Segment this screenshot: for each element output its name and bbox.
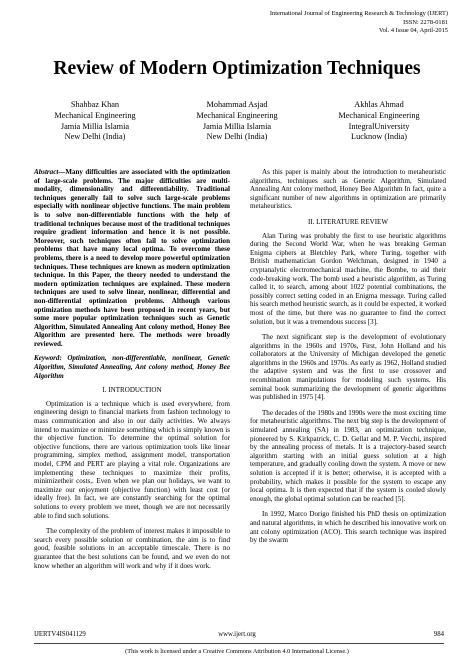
- page-number: 984: [433, 631, 444, 638]
- right-column: [250, 168, 446, 552]
- abstract: [34, 168, 230, 348]
- author-dept: Mechanical Engineering: [54, 110, 136, 120]
- literature-paragraph-3: The decades of the 1980s and 1990s were the most exciting time for metaheuristic algorithms. The next big step is the development of simulated annealing (SA) in 1983, an optimization technique, pioneered by S. Kirkpatrick, C. D. Gellat and M. P. Vecchi, inspired by the annealing process of metals. It is a trajectory-based search algorithm starting with an initial guess solution at a high temperature, and gradually cooling down the system. A move or new solution is accepted if it is better; otherwise, it is accepted with a probability, which makes it possible for the system to escape any local optima. It is then expected that if the system is cooled slowly enough, the global optimal solution can be reached [5].: [250, 408, 446, 503]
- author-city: New Delhi (India): [64, 132, 126, 142]
- journal-volume: Vol. 4 Issue 04, April-2015: [378, 27, 448, 35]
- abstract-text: Many difficulties are associated with the optimization of large-scale problems. The major difficulties are multi-modality, dimensionality and differentiability. Traditional techniques generally fail to solve such large-scale problems especially with nonlinear objective functions. The main problem is to solve non-differentiable functions with the help of traditional techniques because most of the traditional techniques require gradient information and hence it is not possible. Moreover, such techniques often fail to solve optimization problems that have many local optima. To overcome these problems, there is a need to develop more powerful optimization techniques. These techniques are known as modern optimization technique. In this Paper, the theory needed to understand the modern optimization techniques are explained. These modern techniques are used to solve linear, nonlinear, differential and non-differential optimization problems. Although various optimization methods have been proposed in recent years, but some more popular optimization techniques such as Genetic Algorithm, Simulated Annealing Ant colony method, Honey Bee Algorithm are presented here. The methods were broadly reviewed.: [34, 168, 230, 348]
- intro-paragraph-2: The complexity of the problem of interest makes it impossible to search every possible solution or combination, the aim is to find good, feasible solutions in an acceptable timescale. There is no guarantee that the best solutions can be found, and we even do not know whether an algorithm will work and why if it does work.: [34, 527, 230, 570]
- author-inst: IntegralUniversity: [348, 121, 410, 131]
- journal-name: International Journal of Engineering Research & Technology (IJERT): [269, 10, 448, 17]
- author-3: [314, 100, 444, 143]
- intro-paragraph-1: Optimization is a technique which is used everywhere, from engineering design to financial markets from fashion technology to mass communication and also in our daily activities. We always intend to maximize or minimize something which is simply known is the objective function. To determine the optimal solution for objective functions, there are various optimization tools like linear programming, simplex method, assignment model, transportation model, CPM and PERT are playing a vital role. Organizations are implementing these techniques to maximize their profits, minimizetheir costs,. Even when we plan our holidays, we want to maximize our enjoyment (objective function) with least cost (or ideally free). In fact, we are constantly searching for the optimal solutions to every problem we meet, though we are not necessarily able to find such solutions.: [34, 399, 230, 520]
- keywords-label: Keyword:: [34, 354, 62, 363]
- abstract-label: Abstract—: [34, 168, 66, 176]
- journal-url[interactable]: www.ijert.org: [218, 631, 256, 638]
- keywords: [34, 354, 230, 380]
- keywords-text: Optimization, non-differentiable, nonlinear, Genetic Algorithm, Simulated Annealing, Ant colony method, Honey Bee Algorithm: [34, 354, 230, 380]
- author-dept: Mechanical Engineering: [338, 110, 420, 120]
- author-city: New Delhi (India): [206, 132, 268, 142]
- paper-title: Review of Modern Optimization Techniques: [53, 58, 421, 79]
- intro-paragraph-3: As this paper is mainly about the introduction to metaheuristic algorithms, techniques such as Genetic Algorithm, Simulated Annealing Ant colony method, Honey Bee Algorithm In fact, quite a significant number of new algorithms in optimization are primarily metaheuristics.: [250, 168, 446, 211]
- author-name: Shahbaz Khan: [70, 100, 120, 109]
- author-2: [172, 100, 302, 143]
- author-inst: Jamia Millia Islamia: [202, 121, 272, 131]
- left-column: [34, 168, 230, 577]
- literature-paragraph-2: The next significant step is the development of evolutionary algorithms in the 1960s and 1970s, First, John Holland and his collaborators at the University of Michigan developed the genetic algorithms in the 1960s and 1970s. As early as 1962, Holland studied the adaptive system and was the first to use crossover and recombination manipulations for modeling such systems. His seminal book summarizing the development of genetic algorithms was published in 1975 [4].: [250, 333, 446, 402]
- literature-paragraph-4: In 1992, Marco Dorigo finished his PhD thesis on optimization and natural algorithms, in which he described his innovative work on ant colony optimization (ACO). This search technique was inspired by the swarm: [250, 510, 446, 545]
- footer-divider: [34, 643, 444, 644]
- author-name: Mohammad Asjad: [206, 100, 268, 109]
- author-dept: Mechanical Engineering: [196, 110, 278, 120]
- author-block: [30, 100, 444, 143]
- journal-header: [270, 10, 448, 36]
- paper-id: IJERTV4IS041129: [34, 631, 86, 638]
- journal-issn: ISSN: 2278-0181: [403, 18, 448, 26]
- author-city: Lucknow (India): [351, 132, 407, 142]
- author-1: [30, 100, 160, 143]
- section-heading-introduction: I. INTRODUCTION: [102, 386, 162, 395]
- literature-paragraph-1: Alan Turing was probably the first to use heuristic algorithms during the Second World War, when he was breaking German Enigma ciphers at Bletchley Park, where Turing, together with British mathematician Gordon Welchman, designed in 1940 a cryptanalytic electromechanical machine, the Bombe, to aid their code-breaking work. The bomb used a heuristic algorithm, as Turing called it, to search, among about 1022 potential combinations, the possibly correct setting coded in an Enigma message. Turing called his search method heuristic search, as it could be expected, it worked most of the time, but there was no guarantee to find the correct solution, but it was a tremendous success [3].: [250, 231, 446, 326]
- author-inst: Jamia Millia Islamia: [60, 121, 130, 131]
- author-name: Akhlas Ahmad: [354, 100, 404, 109]
- section-heading-literature-review: II. LITERATURE REVIEW: [307, 217, 389, 226]
- license-note: (This work is licensed under a Creative Commons Attribution 4.0 International License.): [125, 648, 349, 655]
